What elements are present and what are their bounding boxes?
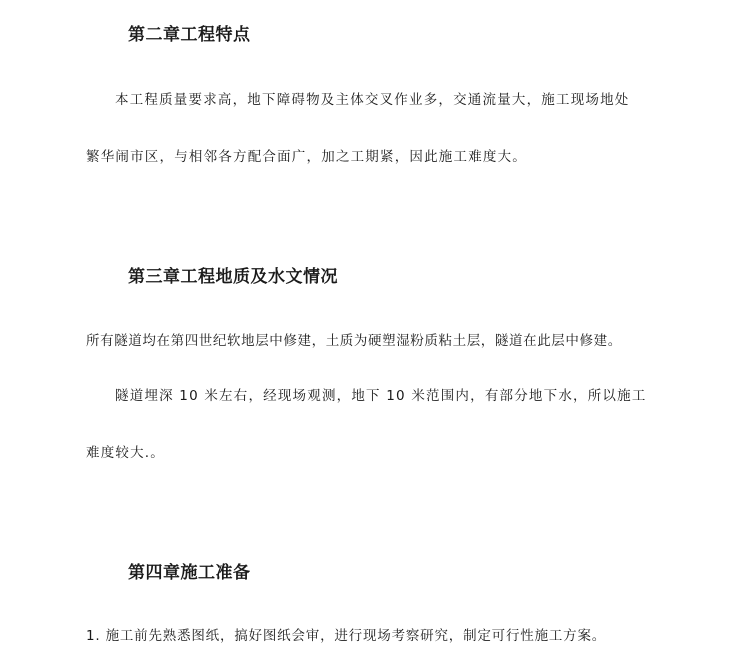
- chapter-3-heading: 第三章工程地质及水文情况: [128, 267, 338, 287]
- chapter-2-paragraph-line-1: 本工程质量要求高，地下障碍物及主体交叉作业多，交通流量大，施工现场地处: [115, 92, 630, 108]
- chapter-3-paragraph-1: 所有隧道均在第四世纪软地层中修建，土质为硬塑湿粉质粘土层，隧道在此层中修建。: [86, 333, 622, 349]
- chapter-2-paragraph-line-2: 繁华闹市区，与相邻各方配合面广，加之工期紧，因此施工难度大。: [86, 149, 527, 165]
- chapter-3-paragraph-2-line-1: 隧道埋深 10 米左右，经现场观测，地下 10 米范围内，有部分地下水，所以施工: [115, 388, 647, 404]
- chapter-2-heading: 第二章工程特点: [128, 25, 251, 45]
- chapter-3-paragraph-2-line-2: 难度较大.。: [86, 445, 165, 461]
- chapter-4-heading: 第四章施工准备: [128, 563, 251, 583]
- list-item: 1. 施工前先熟悉图纸，搞好图纸会审，进行现场考察研究，制定可行性施工方案。: [86, 628, 607, 644]
